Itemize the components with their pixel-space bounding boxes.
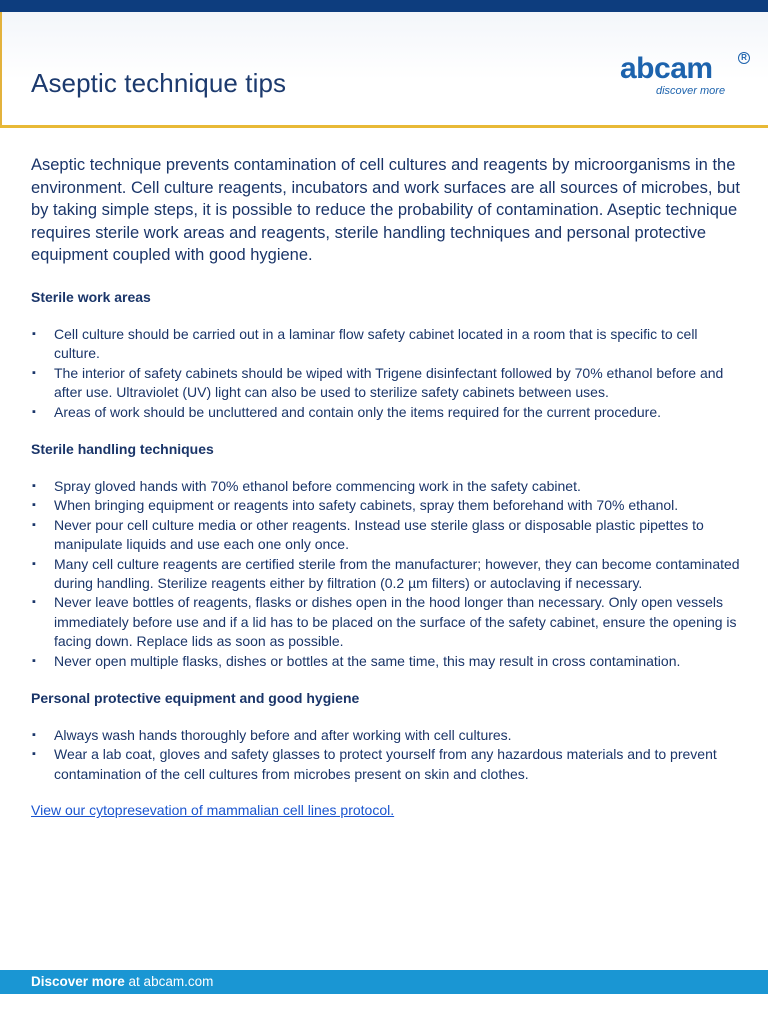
list-item-text: Always wash hands thoroughly before and after working with cell cultures.	[54, 727, 512, 744]
list-item-text: Wear a lab coat, gloves and safety glasses to protect yourself from any hazardous materials and to prevent contamination of the cell cultures from microbes present on skin and clothes.	[54, 746, 717, 782]
bullet-icon: ▪	[32, 557, 36, 570]
list-item-text: Never leave bottles of reagents, flasks or dishes open in the hood longer than necessary. Only open vessels immediately before use and if a lid has to be placed on the surface of the safety cabinet, ensure the opening is facing down. Replace lids as soon as possible.	[54, 594, 737, 650]
list-item-text: Areas of work should be uncluttered and contain only the items required for the current procedure.	[54, 403, 662, 420]
list-item	[31, 477, 743, 496]
list-item-text: Cell culture should be carried out in a laminar flow safety cabinet located in a room that is specific to cell culture.	[54, 325, 698, 362]
list-item	[31, 745, 743, 784]
list-item	[31, 364, 743, 403]
bullet-icon: ▪	[32, 518, 36, 531]
bullet-icon: ▪	[32, 327, 36, 340]
list-item	[31, 652, 743, 671]
list-item-text: Never open multiple flasks, dishes or bottles at the same time, this may result in cross contamination.	[54, 652, 681, 669]
list-item-text: The interior of safety cabinets should be wiped with Trigene disinfectant followed by 70% ethanol before and after use. Ultraviolet (UV) light can also be used to sterilize safety cabinets between uses.	[54, 364, 724, 401]
ppe-hygiene-list	[31, 726, 743, 784]
list-item-text: Spray gloved hands with 70% ethanol before commencing work in the safety cabinet.	[54, 478, 581, 494]
section-heading-ppe-hygiene: Personal protective equipment and good hygiene	[31, 690, 360, 707]
list-item	[31, 325, 743, 364]
header-left-rule	[0, 12, 2, 127]
logo-wordmark: abcam	[620, 52, 713, 85]
registered-mark-icon: R	[738, 52, 750, 64]
main-content	[31, 154, 743, 820]
bullet-icon: ▪	[32, 480, 36, 492]
bullet-icon: ▪	[32, 654, 36, 667]
list-item-text: Many cell culture reagents are certified sterile from the manufacturer; however, they can become contaminated during handling. Sterilize reagents either by filtration (0.2 µm filters) or autoclaving if necessary.	[54, 555, 740, 592]
footer-text	[31, 974, 213, 989]
bullet-icon: ▪	[32, 748, 36, 761]
list-item	[31, 516, 743, 555]
header-divider	[0, 125, 768, 128]
abcam-logo	[620, 52, 750, 102]
footer-bar	[0, 970, 768, 994]
logo-tagline: discover more	[656, 85, 726, 97]
bullet-icon: ▪	[32, 405, 36, 418]
list-item-text: When bringing equipment or reagents into safety cabinets, spray them beforehand with 70% ethanol.	[54, 497, 679, 514]
protocol-link-row	[31, 802, 743, 820]
sterile-work-areas-list	[31, 325, 743, 422]
bullet-icon: ▪	[32, 499, 36, 512]
bullet-icon: ▪	[32, 729, 36, 742]
section-heading-sterile-handling: Sterile handling techniques	[31, 441, 214, 457]
page-title: Aseptic technique tips	[31, 68, 287, 98]
list-item	[31, 555, 743, 594]
sterile-handling-list	[31, 477, 743, 671]
footer-website[interactable]: at abcam.com	[124, 974, 214, 989]
list-item-text: Never pour cell culture media or other reagents. Instead use sterile glass or disposable plastic pipettes to manipulate liquids and use each one only once.	[54, 516, 704, 553]
list-item	[31, 726, 743, 745]
bullet-icon: ▪	[32, 366, 36, 379]
top-bar	[0, 0, 768, 12]
list-item	[31, 593, 743, 651]
footer-discover-more: Discover more	[31, 974, 125, 989]
section-heading-sterile-work-areas: Sterile work areas	[31, 288, 151, 305]
cryopreservation-protocol-link[interactable]: View our cytopresevation of mammalian cell lines protocol.	[31, 802, 395, 819]
list-item	[31, 496, 743, 515]
list-item	[31, 403, 743, 422]
intro-paragraph: Aseptic technique prevents contamination of cell cultures and reagents by microorganisms in the environment. Cell culture reagents, incubators and work surfaces are all sources of microbes, but by taking simple steps, it is possible to reduce the probability of contamination. Aseptic technique requires sterile work areas and reagents, sterile handling techniques and personal protective equipment coupled with good hygiene.	[31, 156, 740, 265]
bullet-icon: ▪	[32, 596, 36, 609]
